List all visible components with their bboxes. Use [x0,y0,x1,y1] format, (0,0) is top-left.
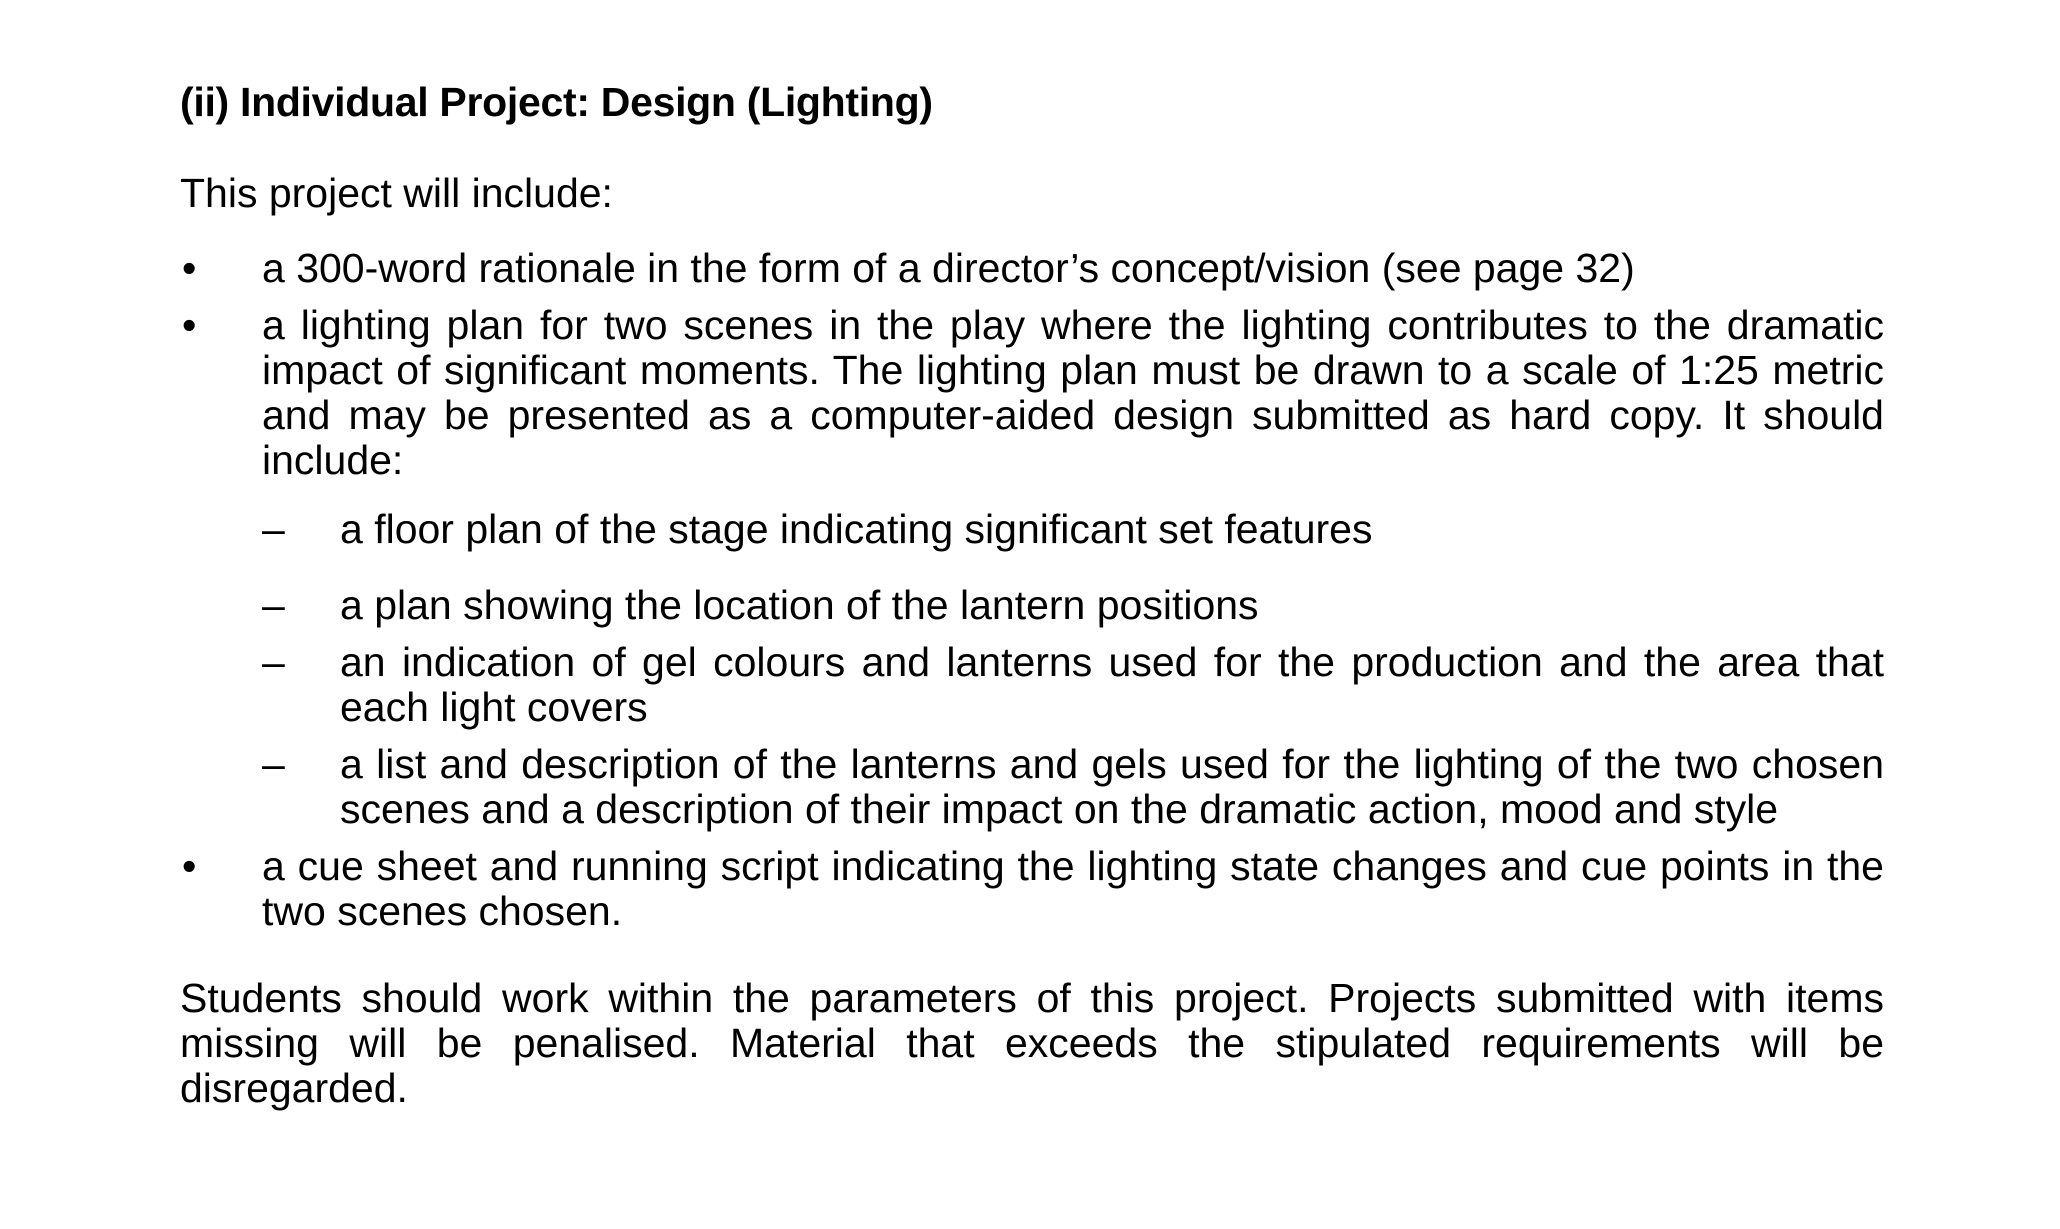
sub-list-item [262,583,1884,628]
list-item-text: a lighting plan for two scenes in the play where the lighting contributes to the dramatic impact of significant moments. The lighting plan must be drawn to a scale of 1:25 metric and may be presented as a computer-aided design submitted as hard copy. It should include: [262,302,1884,484]
bullet-icon: • [182,843,197,890]
dash-icon: – [262,506,285,553]
requirements-list [180,246,1884,934]
intro-text: This project will include: [180,170,613,217]
sub-list-item-text: a plan showing the location of the lantern positions [340,582,1259,629]
dash-icon: – [262,639,285,686]
list-item [180,246,1884,291]
sub-list-item-text: a floor plan of the stage indicating significant set features [340,506,1373,553]
document-page [180,78,1884,1111]
lighting-plan-sublist [262,507,1884,832]
section-heading: (ii) Individual Project: Design (Lighting) [180,79,933,125]
dash-icon: – [262,741,285,788]
dash-icon: – [262,582,285,629]
list-item [180,844,1884,934]
sub-list-item [262,742,1884,832]
list-item [180,303,1884,832]
sub-list-item-text: a list and description of the lanterns and gels used for the lighting of the two chosen scenes and a description of their impact on the dramatic action, mood and style [340,741,1884,833]
sub-list-item-text: an indication of gel colours and lanterns used for the production and the area that each light covers [340,639,1884,731]
sub-list-item [262,640,1884,730]
sub-list-item [262,507,1884,552]
bullet-icon: • [182,302,197,349]
closing-paragraph: Students should work within the parameters of this project. Projects submitted with items missing will be penalised. Material that exceeds the stipulated requirements will be disregarded. [180,975,1884,1112]
bullet-icon: • [182,245,197,292]
list-item-text: a cue sheet and running script indicating the lighting state changes and cue points in the two scenes chosen. [262,843,1884,935]
list-item-text: a 300-word rationale in the form of a director’s concept/vision (see page 32) [262,245,1635,292]
